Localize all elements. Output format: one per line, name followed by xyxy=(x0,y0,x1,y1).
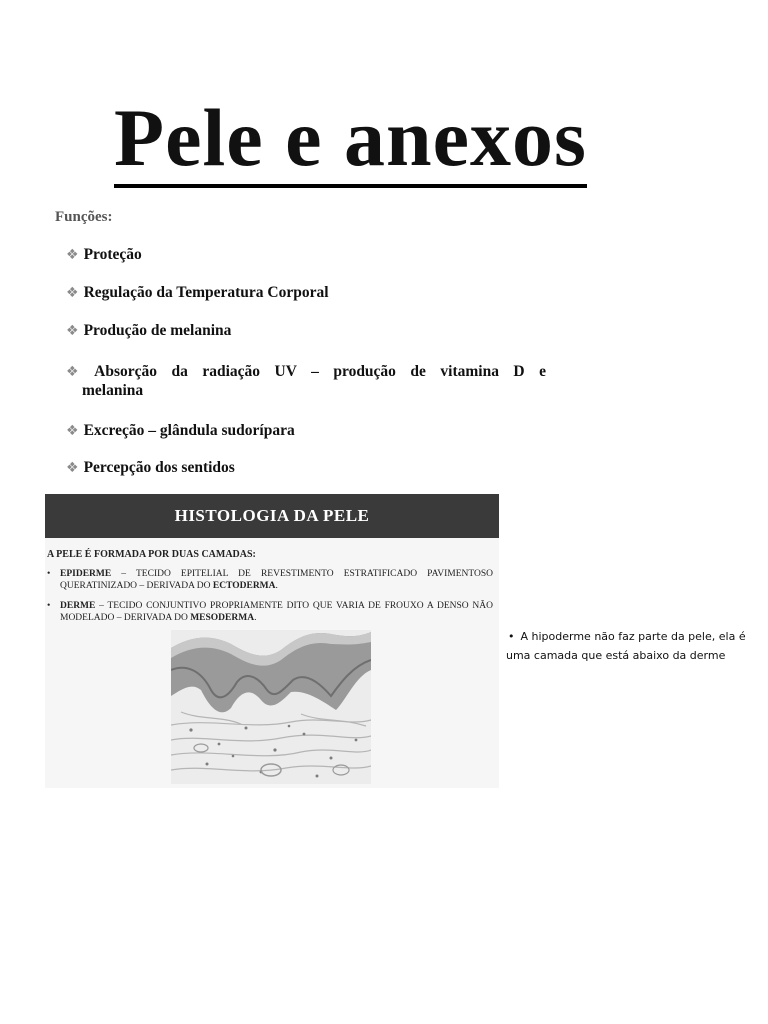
histology-header: HISTOLOGIA DA PELE xyxy=(45,494,499,538)
diamond-bullet-icon: ❖ xyxy=(66,460,79,476)
diamond-bullet-icon: ❖ xyxy=(66,364,90,380)
page-title: Pele e anexos xyxy=(114,92,587,188)
diamond-bullet-icon: ❖ xyxy=(66,423,79,439)
functions-heading: Funções: xyxy=(55,209,113,225)
histology-slide xyxy=(45,494,499,788)
function-item: ❖ Produção de melanina xyxy=(66,322,232,339)
histology-intro: A PELE É FORMADA POR DUAS CAMADAS: xyxy=(47,549,256,560)
layer-item-derme: • DERME – TECIDO CONJUNTIVO PROPRIAMENTE DITO QUE VARIA DE FROUXO A DENSO NÃO MODELADO – DERIVADA DO MESODERMA. xyxy=(47,601,493,623)
skin-micrograph xyxy=(171,630,371,784)
diamond-bullet-icon: ❖ xyxy=(66,285,79,301)
function-item: ❖ Proteção xyxy=(66,246,142,263)
function-item-continuation: melanina xyxy=(82,382,144,399)
function-item: ❖ Excreção – glândula sudorípara xyxy=(66,422,295,439)
side-note: • A hipoderme não faz parte da pele, ela é uma camada que está abaixo da derme xyxy=(506,630,746,662)
function-item: ❖ Percepção dos sentidos xyxy=(66,459,235,476)
diamond-bullet-icon: ❖ xyxy=(66,323,79,339)
function-item: ❖ Absorção da radiação UV – produção de vitamina D e xyxy=(66,363,546,380)
layer-item-epiderme: • EPIDERME – TECIDO EPITELIAL DE REVESTIMENTO ESTRATIFICADO PAVIMENTOSO QUERATINIZADO – DERIVADA DO ECTODERMA. xyxy=(47,569,493,591)
function-item: ❖ Regulação da Temperatura Corporal xyxy=(66,284,329,301)
diamond-bullet-icon: ❖ xyxy=(66,247,79,263)
